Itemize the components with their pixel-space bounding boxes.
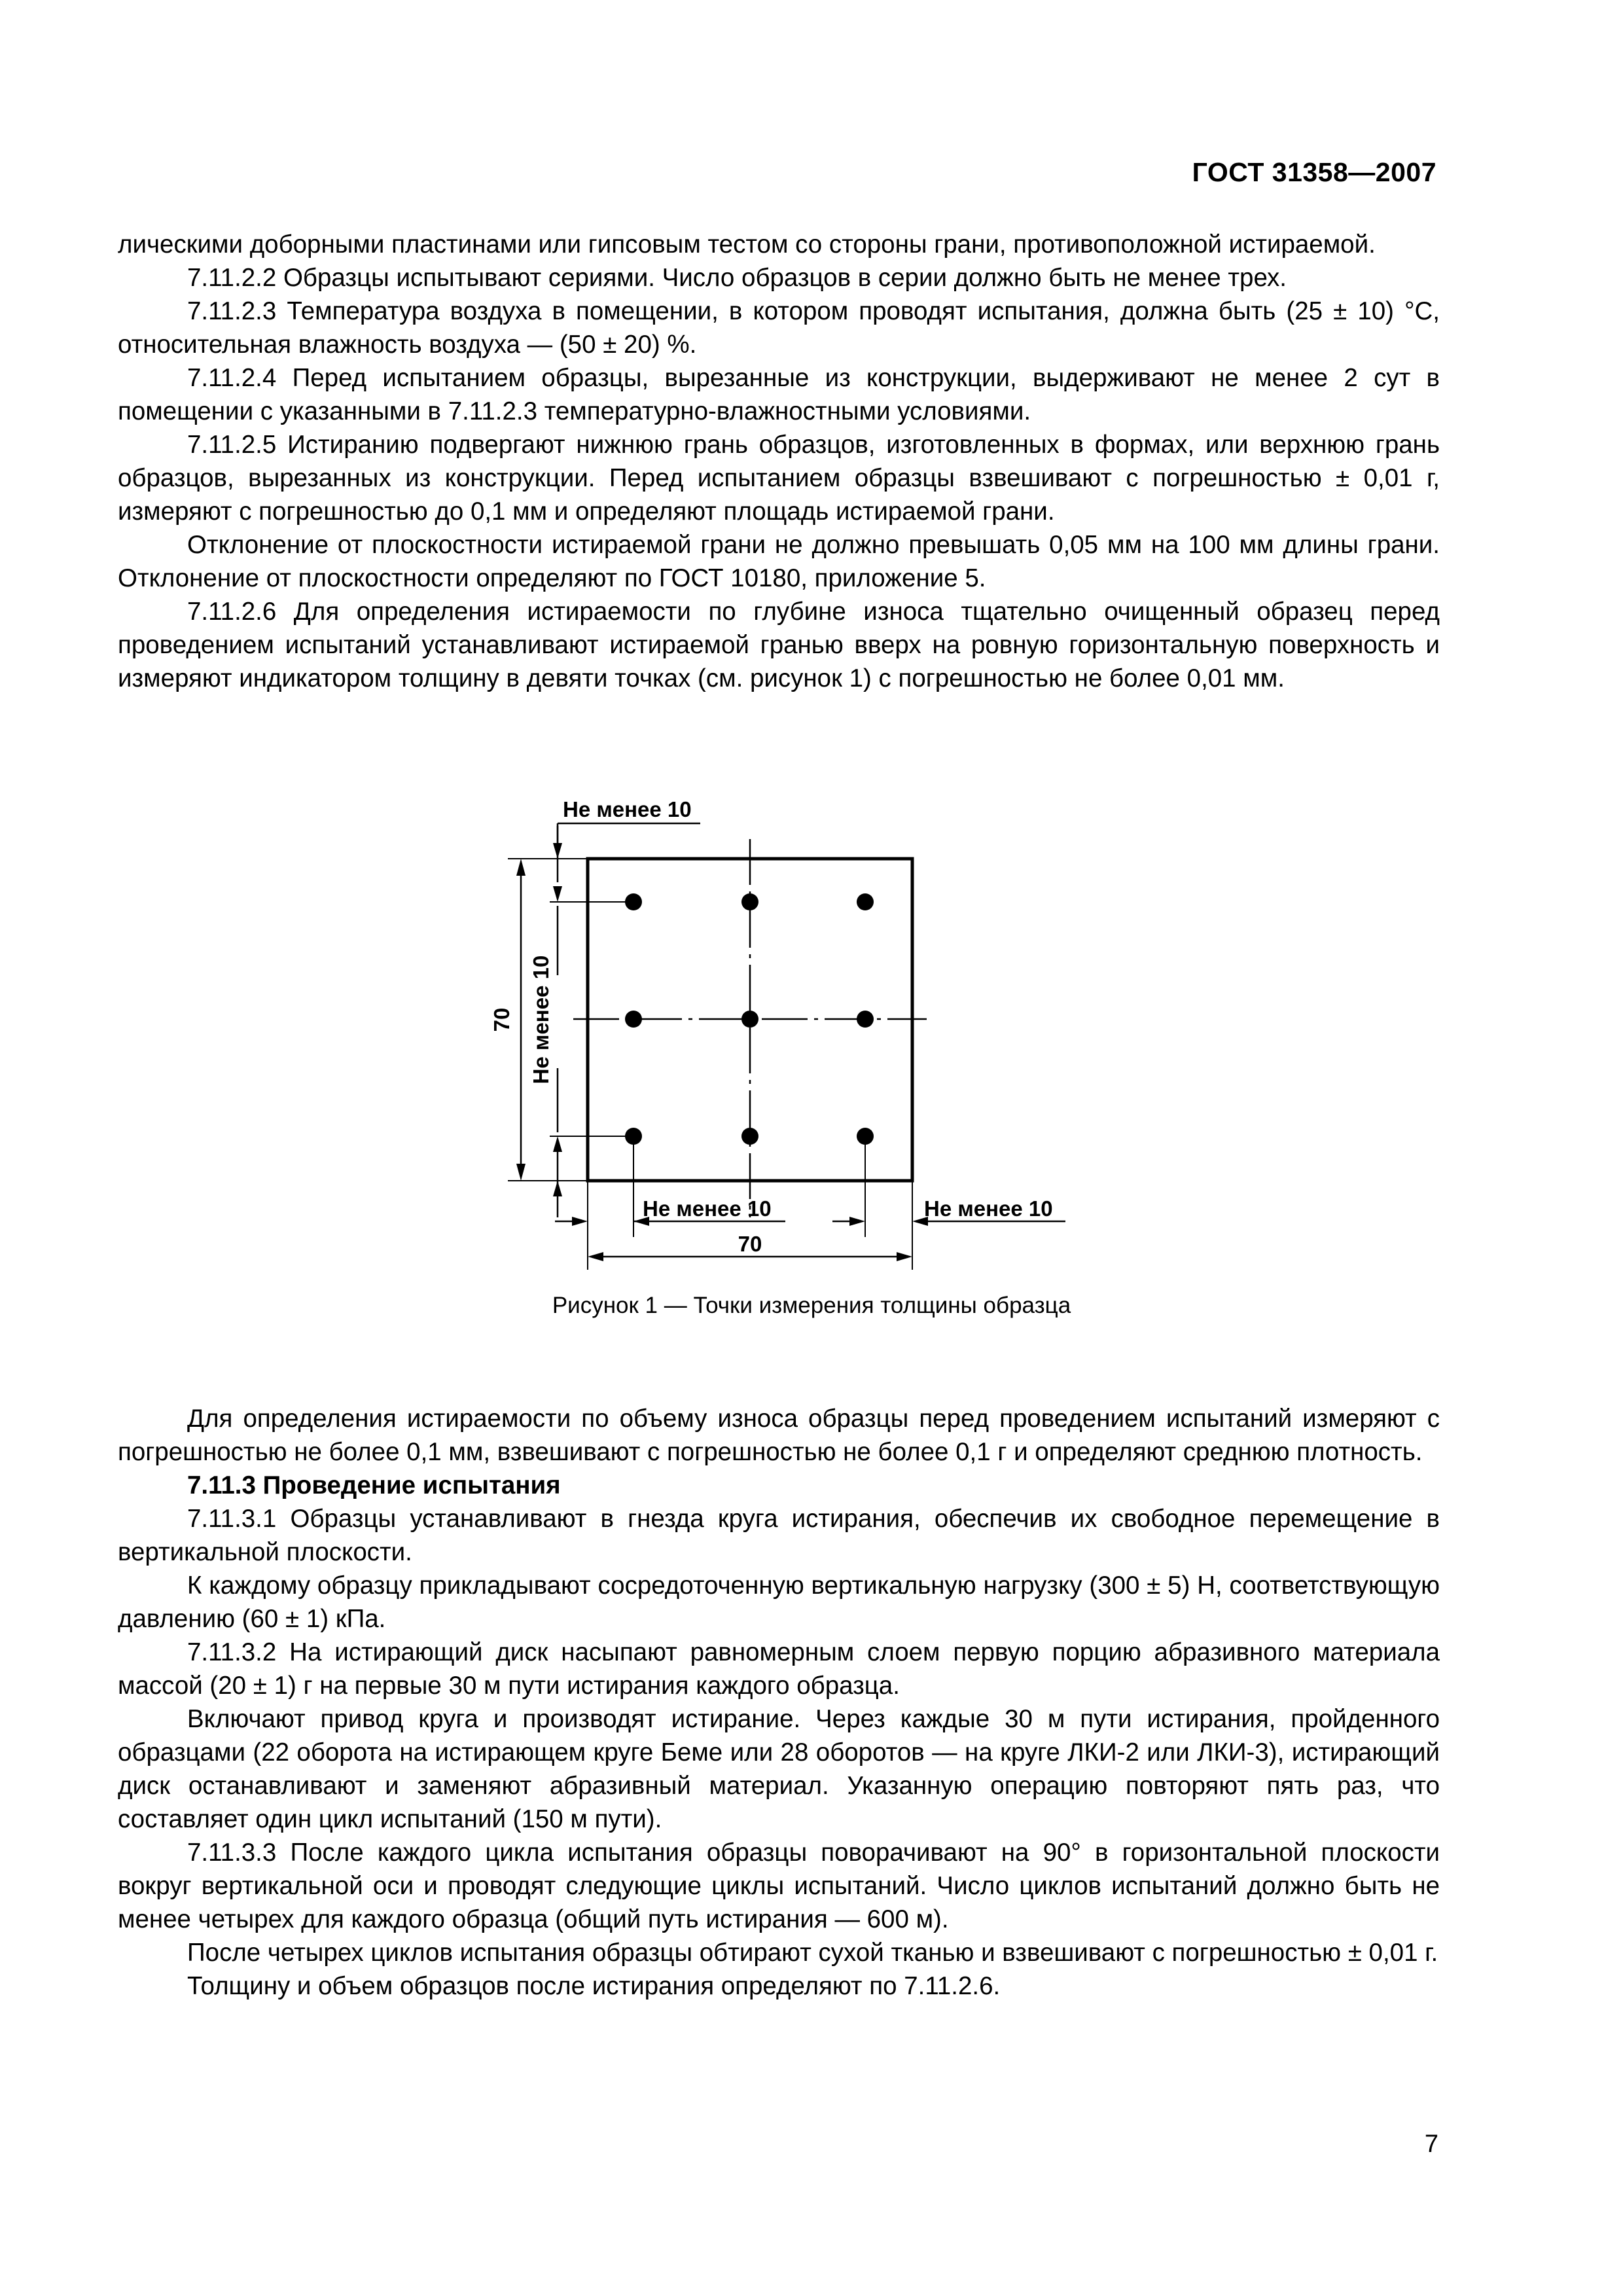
standard-id: ГОСТ 31358—2007 [1192,157,1436,187]
measurement-point [741,1011,758,1028]
measurement-point [625,893,642,910]
arrowhead [588,1252,603,1261]
paragraph: Отклонение от плоскостности истираемой грани не должно превышать 0,05 мм на 100 мм длины грани. Отклонение от плоскостности определяют по ГОСТ 10180, приложение 5. [118,531,1440,592]
figure-measurement-points [458,785,1086,1322]
arrowhead [553,843,562,859]
section-heading: 7.11.3 Проведение испытания [187,1471,561,1499]
label-bottom-left-min: Не менее 10 [643,1196,772,1221]
paragraph: Для определения истираемости по объему износа образцы перед проведением испытаний измеряют с погрешностью не более 0,1 мм, взвешивают с погрешностью не более 0,1 г и определяют среднюю плотность. [118,1405,1440,1466]
paragraph: Толщину и объем образцов после истирания определяют по 7.11.2.6. [187,1972,1001,2000]
paragraph: Включают привод круга и производят истирание. Через каждые 30 м пути истирания, пройденного образцами (22 оборота на истирающем круге Беме или 28 оборотов — на круге ЛКИ-2 или ЛКИ-3), истирающий диск останавливают и заменяют абразивный материал. Указанную операцию повторяют пять раз, что составляет один цикл испытаний (150 м пути). [118,1705,1440,1833]
measurement-point [741,1128,758,1145]
arrowhead [553,1136,562,1152]
figure-caption: Рисунок 1 — Точки измерения толщины образца [552,1293,1071,1318]
text-block-bottom [118,1402,1440,2003]
paragraph: лическими доборными пластинами или гипсовым тестом со стороны грани, противоположной истираемой. [118,230,1376,259]
paragraph: 7.11.3.2 На истирающий диск насыпают равномерным слоем первую порцию абразивного материала массой (20 ± 1) г на первые 30 м пути истирания каждого образца. [118,1638,1440,1700]
arrowhead [849,1217,865,1226]
arrowhead [516,859,526,876]
arrowhead [897,1252,912,1261]
text-block-top [118,228,1440,695]
label-bottom-right-min: Не менее 10 [924,1196,1053,1221]
paragraph: 7.11.2.3 Температура воздуха в помещении, в котором проводят испытания, должна быть (25 ± 10) °С, относительная влажность воздуха — (50 ± 20) %. [118,297,1440,359]
measurement-point [625,1011,642,1028]
paragraph: 7.11.2.5 Истиранию подвергают нижнюю грань образцов, изготовленных в формах, или верхнюю грань образцов, вырезанных из конструкции. Перед испытанием образцы взвешивают с погрешностью ± 0,01 г, измеряют с погрешностью до 0,1 мм и определяют площадь истираемой грани. [118,431,1440,526]
measurement-point [625,1128,642,1145]
paragraph: 7.11.2.4 Перед испытанием образцы, вырезанные из конструкции, выдерживают не менее 2 сут в помещении с указанными в 7.11.2.3 температурно-влажностными условиями. [118,364,1440,425]
arrowhead [516,1164,526,1181]
paragraph: 7.11.2.6 Для определения истираемости по глубине износа тщательно очищенный образец перед проведением испытаний устанавливают истираемой гранью вверх на ровную горизонтальную поверхность и измеряют индикатором толщину в девяти точках (см. рисунок 1) с погрешностью не более 0,01 мм. [118,598,1440,692]
label-bottom-width: 70 [738,1232,762,1256]
page-number: 7 [1424,2130,1438,2158]
measurement-point [857,1128,874,1145]
label-top-min: Не менее 10 [563,797,692,821]
label-left-outer: 70 [490,1007,514,1032]
arrowhead [553,886,562,902]
paragraph: К каждому образцу прикладывают сосредоточенную вертикальную нагрузку (300 ± 5) Н, соответствующую давлению (60 ± 1) кПа. [118,1571,1440,1633]
measurement-point [741,893,758,910]
paragraph: 7.11.3.1 Образцы устанавливают в гнезда круга истирания, обеспечив их свободное перемещение в вертикальной плоскости. [118,1505,1440,1566]
arrowhead [553,1181,562,1196]
figure-diagram [458,785,1086,1322]
measurement-point [857,893,874,910]
label-left-inner: Не менее 10 [529,955,553,1085]
paragraph: 7.11.2.2 Образцы испытывают сериями. Число образцов в серии должно быть не менее трех. [187,264,1287,292]
measurement-point [857,1011,874,1028]
paragraph: После четырех циклов испытания образцы обтирают сухой тканью и взвешивают с погрешностью ± 0,01 г. [187,1939,1438,1967]
arrowhead [572,1217,588,1226]
paragraph: 7.11.3.3 После каждого цикла испытания образцы поворачивают на 90° в горизонтальной плоскости вокруг вертикальной оси и проводят следующие циклы испытаний. Число циклов испытаний должно быть не менее четырех для каждого образца (общий путь истирания — 600 м). [118,1839,1440,1933]
